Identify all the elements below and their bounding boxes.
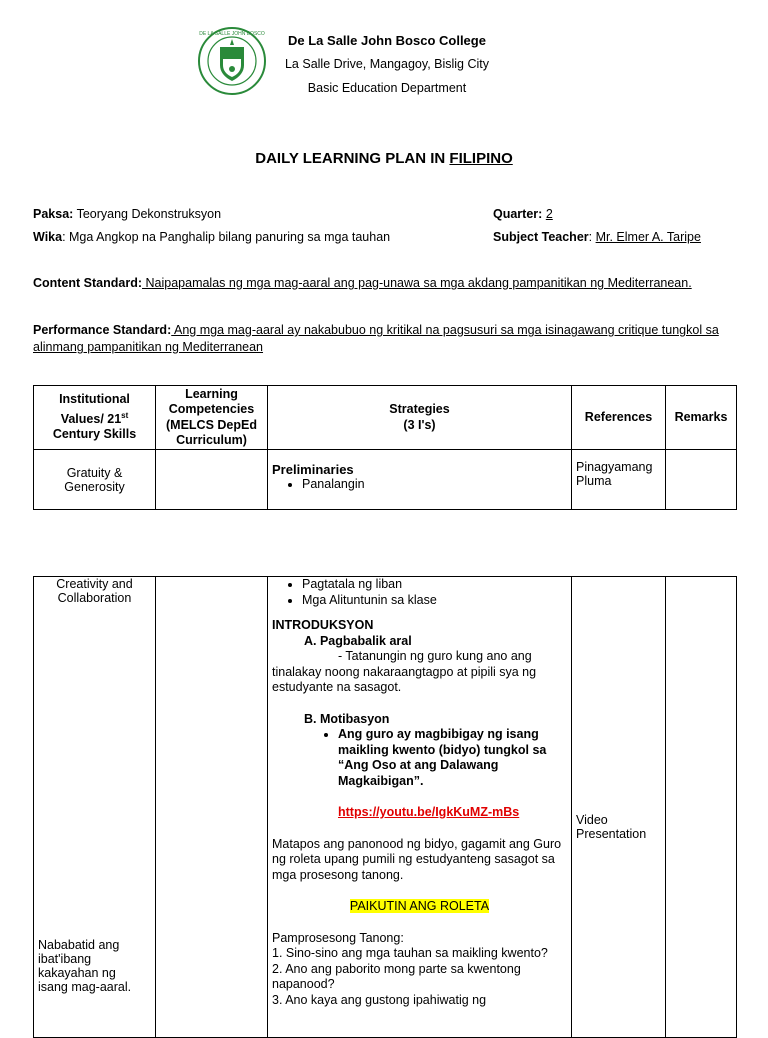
wika-row: Wika: Mga Angkop na Panghalip bilang panuring sa mga tauhan — [33, 230, 391, 244]
row1-strategies: Preliminaries • Panalangin — [268, 450, 572, 510]
highlight-roleta: PAIKUTIN ANG ROLETA — [349, 899, 490, 913]
teacher-row: Subject Teacher: Mr. Elmer A. Taripe — [493, 230, 701, 244]
title-subject: FILIPINO — [449, 150, 513, 167]
school-address: La Salle Drive, Mangagoy, Bislig City — [284, 57, 490, 71]
row1-remarks — [666, 450, 737, 510]
college-seal-logo — [198, 27, 266, 95]
paksa-row: Paksa: Teoryang Dekonstruksyon — [33, 207, 222, 221]
row1-references: Pinagyamang Pluma — [572, 450, 666, 510]
document-title: DAILY LEARNING PLAN IN FILIPINO — [255, 150, 513, 167]
learning-plan-table-continued — [33, 576, 737, 1038]
performance-standard: Performance Standard: Ang mga mag-aaral ay nakabubuo ng kritikal na pagsusuri sa mga isinagawang critique tungkol sa alinmang pampanitikan ng Mediterranean — [33, 323, 719, 354]
row1-values: Gratuity & Generosity — [34, 450, 156, 510]
content-standard: Content Standard: Naipapamalas ng mga mag-aaral ang pag-unawa sa mga akdang pampanitikan ng Mediterranean. — [33, 276, 692, 290]
row2-remarks — [666, 577, 737, 1038]
header-strategies: Strategies (3 I's) — [268, 386, 572, 450]
row2-values-objective: Nababatid ang ibat'ibang kakayahan ng isang mag-aaral. — [38, 938, 132, 994]
learning-plan-table — [33, 385, 737, 510]
svg-text:DE LA SALLE JOHN BOSCO: DE LA SALLE JOHN BOSCO — [199, 31, 265, 37]
row2-competencies — [156, 577, 268, 1038]
header-values: Institutional Values/ 21st Century Skills — [34, 386, 156, 450]
header-remarks: Remarks — [666, 386, 737, 450]
row2-references: Video Presentation — [572, 577, 666, 1038]
row2-values: Creativity and Collaboration Nababatid ang ibat'ibang kakayahan ng isang mag-aaral. — [34, 577, 156, 1038]
row1-competencies — [156, 450, 268, 510]
school-department: Basic Education Department — [307, 81, 467, 95]
header-competencies: Learning Competencies (MELCS DepEd Curriculum) — [156, 386, 268, 450]
header-references: References — [572, 386, 666, 450]
school-name: De La Salle John Bosco College — [288, 33, 486, 48]
row2-strategies: • Pagtatala ng liban • Mga Alituntunin sa klase INTRODUKSYON A. Pagbabalik aral - Tatanungin ng guro kung ano ang tinalakay noong nakaraangtagpo at pipili sya ng estudyante na sasagot. B. Motibasyon • Ang guro ay magbibigay ng isang maikling kwento (bidyo) tungkol sa “Ang Oso at ang Dalawang Magkaibigan”. https://youtu.be/IgkKuMZ-mBs Matapos ang panonood ng bidyo, gagamit ang Guro ng roleta upang pumili ng estudyanteng sasagot sa mga prosesong tanong. PAIKUTIN ANG ROLETA Pamprosesong Tanong: 1. Sino-sino ang mga tauhan sa maikling kwento? 2. Ano ang paborito mong parte sa kwentong napanood? 3. Ano kaya ang gustong ipahiwatig ng — [268, 577, 572, 1038]
video-link[interactable]: https://youtu.be/IgkKuMZ-mBs — [338, 805, 520, 819]
quarter-row: Quarter: 2 — [493, 207, 553, 221]
